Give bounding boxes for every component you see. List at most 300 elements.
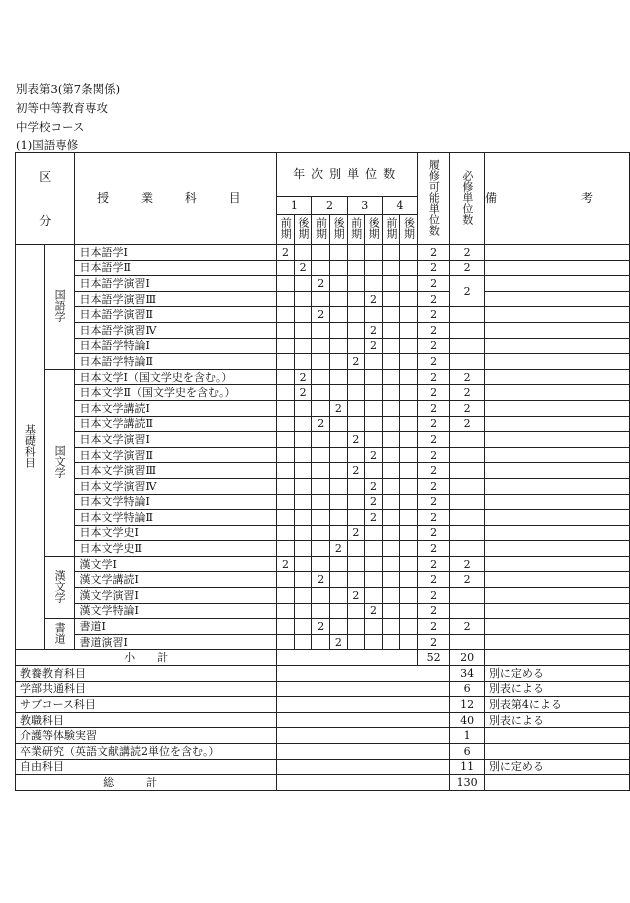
term-credit-cell xyxy=(365,541,383,557)
possible-credits-cell: 2 xyxy=(417,307,449,323)
extra-row-required: 34 xyxy=(450,666,485,682)
term-credit-cell xyxy=(382,478,400,494)
term-credit-cell xyxy=(382,572,400,588)
subject-name: 日本文学演習Ⅰ xyxy=(75,432,277,448)
term-credit-cell xyxy=(365,525,383,541)
term-credit-cell xyxy=(382,634,400,650)
required-credits-cell: 2 xyxy=(450,556,485,572)
header-required-credits: 必修単位数 xyxy=(450,153,485,245)
required-credits-cell xyxy=(450,588,485,604)
term-credit-cell xyxy=(382,416,400,432)
term-credit-cell: 2 xyxy=(365,291,383,307)
term-credit-cell xyxy=(347,276,365,292)
subject-name: 日本語学Ⅰ xyxy=(75,245,277,261)
header-year-2: 2 xyxy=(312,197,347,215)
term-credit-cell xyxy=(382,556,400,572)
term-credit-cell xyxy=(277,276,295,292)
term-credit-cell xyxy=(312,385,330,401)
term-credit-cell: 2 xyxy=(277,556,295,572)
table-row xyxy=(16,416,630,432)
remarks-cell xyxy=(484,634,629,650)
term-credit-cell xyxy=(330,260,348,276)
extra-row-blank xyxy=(277,712,450,728)
term-credit-cell xyxy=(400,416,418,432)
term-credit-cell xyxy=(330,588,348,604)
term-credit-cell: 2 xyxy=(294,385,312,401)
term-credit-cell xyxy=(365,463,383,479)
term-credit-cell xyxy=(312,245,330,261)
possible-credits-cell: 2 xyxy=(417,494,449,510)
required-credits-cell: 2 xyxy=(450,416,485,432)
term-credit-cell xyxy=(330,322,348,338)
term-credit-cell xyxy=(365,385,383,401)
term-credit-cell: 2 xyxy=(330,634,348,650)
term-credit-cell xyxy=(312,525,330,541)
term-credit-cell xyxy=(365,260,383,276)
subject-name: 日本語学特論Ⅱ xyxy=(75,354,277,370)
term-credit-cell xyxy=(347,307,365,323)
table-row xyxy=(16,634,630,650)
header-subject: 授 業 科 目 xyxy=(75,153,277,245)
doc-heading-major: (1)国語専修 xyxy=(16,138,79,152)
remarks-cell xyxy=(484,556,629,572)
term-credit-cell xyxy=(330,291,348,307)
term-credit-cell xyxy=(277,634,295,650)
term-credit-cell xyxy=(400,245,418,261)
extra-row-name: 卒業研究（英語文献講読2単位を含む。） xyxy=(16,744,277,760)
remarks-cell xyxy=(484,525,629,541)
extra-row-blank xyxy=(277,728,450,744)
doc-heading-appendix: 別表第3(第7条関係) xyxy=(16,82,121,96)
term-credit-cell xyxy=(382,463,400,479)
term-credit-cell xyxy=(330,478,348,494)
possible-credits-cell: 2 xyxy=(417,525,449,541)
term-credit-cell: 2 xyxy=(277,245,295,261)
term-credit-cell xyxy=(400,541,418,557)
required-credits-cell xyxy=(450,525,485,541)
required-credits-cell: 2 xyxy=(450,369,485,385)
term-credit-cell xyxy=(277,572,295,588)
possible-credits-cell: 2 xyxy=(417,478,449,494)
term-credit-cell xyxy=(277,307,295,323)
term-credit-cell: 2 xyxy=(330,541,348,557)
header-term: 後期 xyxy=(294,215,312,245)
table-row xyxy=(16,494,630,510)
term-credit-cell: 2 xyxy=(294,369,312,385)
term-credit-cell xyxy=(347,245,365,261)
term-credit-cell xyxy=(382,291,400,307)
term-credit-cell: 2 xyxy=(347,354,365,370)
term-credit-cell xyxy=(312,400,330,416)
possible-credits-cell: 2 xyxy=(417,276,449,292)
term-credit-cell xyxy=(277,369,295,385)
term-credit-cell xyxy=(277,400,295,416)
term-credit-cell xyxy=(294,400,312,416)
group-label: 書道 xyxy=(44,619,75,650)
subject-name: 日本語学演習Ⅰ xyxy=(75,276,277,292)
possible-credits-cell: 2 xyxy=(417,510,449,526)
extra-row-remark xyxy=(484,744,629,760)
term-credit-cell xyxy=(330,245,348,261)
required-credits-cell xyxy=(450,322,485,338)
subject-name: 日本文学特論Ⅰ xyxy=(75,494,277,510)
term-credit-cell xyxy=(347,478,365,494)
term-credit-cell xyxy=(400,400,418,416)
term-credit-cell xyxy=(400,260,418,276)
header-year-credits: 年次別単位数 xyxy=(277,153,418,197)
extra-row-remark: 別表第4による xyxy=(484,697,629,713)
possible-credits-cell: 2 xyxy=(417,572,449,588)
possible-credits-cell: 2 xyxy=(417,354,449,370)
possible-credits-cell: 2 xyxy=(417,634,449,650)
header-year-1: 1 xyxy=(277,197,312,215)
remarks-cell xyxy=(484,463,629,479)
term-credit-cell xyxy=(400,276,418,292)
term-credit-cell xyxy=(277,603,295,619)
term-credit-cell xyxy=(277,478,295,494)
term-credit-cell xyxy=(400,432,418,448)
required-credits-cell xyxy=(450,338,485,354)
term-credit-cell: 2 xyxy=(347,525,365,541)
term-credit-cell xyxy=(277,432,295,448)
subtotal-possible: 52 xyxy=(417,650,449,666)
term-credit-cell xyxy=(365,245,383,261)
term-credit-cell xyxy=(382,354,400,370)
term-credit-cell xyxy=(277,322,295,338)
term-credit-cell xyxy=(365,307,383,323)
extra-row-remark: 別表による xyxy=(484,712,629,728)
total-label: 総計 xyxy=(16,775,277,791)
term-credit-cell xyxy=(382,400,400,416)
term-credit-cell xyxy=(294,322,312,338)
header-year-4: 4 xyxy=(382,197,417,215)
required-credits-cell xyxy=(450,478,485,494)
possible-credits-cell: 2 xyxy=(417,447,449,463)
table-row xyxy=(16,541,630,557)
term-credit-cell xyxy=(294,556,312,572)
term-credit-cell xyxy=(365,400,383,416)
remarks-cell xyxy=(484,588,629,604)
total-remarks xyxy=(484,775,629,791)
doc-heading-course: 中学校コース xyxy=(16,120,85,134)
term-credit-cell xyxy=(330,510,348,526)
possible-credits-cell: 2 xyxy=(417,603,449,619)
possible-credits-cell: 2 xyxy=(417,416,449,432)
table-row xyxy=(16,354,630,370)
required-credits-cell xyxy=(450,307,485,323)
term-credit-cell xyxy=(347,541,365,557)
term-credit-cell xyxy=(347,322,365,338)
required-credits-cell: 2 xyxy=(450,400,485,416)
remarks-cell xyxy=(484,307,629,323)
possible-credits-cell: 2 xyxy=(417,291,449,307)
term-credit-cell xyxy=(277,260,295,276)
term-credit-cell: 2 xyxy=(312,276,330,292)
required-credits-cell xyxy=(450,354,485,370)
term-credit-cell xyxy=(312,603,330,619)
possible-credits-cell: 2 xyxy=(417,245,449,261)
term-credit-cell xyxy=(277,494,295,510)
category-kiso: 基礎科目 xyxy=(16,245,45,650)
remarks-cell xyxy=(484,572,629,588)
header-remarks: 備 考 xyxy=(484,153,629,245)
term-credit-cell xyxy=(312,478,330,494)
term-credit-cell xyxy=(294,463,312,479)
required-credits-cell: 2 xyxy=(450,276,485,307)
possible-credits-cell: 2 xyxy=(417,385,449,401)
required-credits-cell: 2 xyxy=(450,619,485,635)
remarks-cell xyxy=(484,541,629,557)
term-credit-cell xyxy=(312,541,330,557)
required-credits-cell xyxy=(450,494,485,510)
term-credit-cell: 2 xyxy=(365,322,383,338)
term-credit-cell xyxy=(277,588,295,604)
remarks-cell xyxy=(484,354,629,370)
table-row xyxy=(16,369,630,385)
term-credit-cell xyxy=(400,291,418,307)
term-credit-cell xyxy=(400,369,418,385)
term-credit-cell xyxy=(277,385,295,401)
header-term: 前期 xyxy=(277,215,295,245)
term-credit-cell xyxy=(312,338,330,354)
term-credit-cell xyxy=(365,634,383,650)
required-credits-cell xyxy=(450,603,485,619)
term-credit-cell xyxy=(294,447,312,463)
table-row xyxy=(16,603,630,619)
term-credit-cell xyxy=(400,478,418,494)
header-term: 前期 xyxy=(347,215,365,245)
term-credit-cell xyxy=(365,556,383,572)
term-credit-cell xyxy=(312,291,330,307)
term-credit-cell xyxy=(347,572,365,588)
term-credit-cell xyxy=(347,416,365,432)
term-credit-cell xyxy=(400,307,418,323)
term-credit-cell xyxy=(382,245,400,261)
subject-name: 日本文学Ⅱ（国文学史を含む。） xyxy=(75,385,277,401)
table-row xyxy=(16,432,630,448)
subject-name: 日本文学特論Ⅱ xyxy=(75,510,277,526)
term-credit-cell xyxy=(294,276,312,292)
term-credit-cell xyxy=(330,338,348,354)
table-row xyxy=(16,245,630,261)
extra-row-name: 介護等体験実習 xyxy=(16,728,277,744)
term-credit-cell xyxy=(330,525,348,541)
term-credit-cell xyxy=(347,619,365,635)
table-row xyxy=(16,291,630,307)
remarks-cell xyxy=(484,322,629,338)
subject-name: 日本語学演習Ⅳ xyxy=(75,322,277,338)
possible-credits-cell: 2 xyxy=(417,338,449,354)
extra-row xyxy=(16,666,630,682)
possible-credits-cell: 2 xyxy=(417,541,449,557)
term-credit-cell xyxy=(347,510,365,526)
term-credit-cell xyxy=(347,447,365,463)
term-credit-cell xyxy=(347,369,365,385)
term-credit-cell xyxy=(382,369,400,385)
term-credit-cell xyxy=(400,572,418,588)
term-credit-cell xyxy=(312,510,330,526)
term-credit-cell xyxy=(294,338,312,354)
table-row xyxy=(16,447,630,463)
term-credit-cell xyxy=(365,369,383,385)
extra-row-name: 教職科目 xyxy=(16,712,277,728)
subtotal-blank xyxy=(277,650,418,666)
required-credits-cell xyxy=(450,432,485,448)
subject-name: 漢文学演習Ⅰ xyxy=(75,588,277,604)
subject-name: 日本文学講読Ⅱ xyxy=(75,416,277,432)
subject-name: 日本文学Ⅰ（国文学史を含む。） xyxy=(75,369,277,385)
term-credit-cell xyxy=(330,603,348,619)
term-credit-cell xyxy=(330,432,348,448)
table-row xyxy=(16,588,630,604)
required-credits-cell xyxy=(450,447,485,463)
table-row xyxy=(16,307,630,323)
term-credit-cell xyxy=(382,619,400,635)
remarks-cell xyxy=(484,416,629,432)
term-credit-cell xyxy=(312,634,330,650)
extra-row xyxy=(16,681,630,697)
term-credit-cell xyxy=(312,463,330,479)
table-row xyxy=(16,463,630,479)
term-credit-cell xyxy=(277,525,295,541)
possible-credits-cell: 2 xyxy=(417,400,449,416)
term-credit-cell xyxy=(400,494,418,510)
extra-row-name: サブコース科目 xyxy=(16,697,277,713)
header-credits-possible: 履修可能単位数 xyxy=(417,153,449,245)
term-credit-cell: 2 xyxy=(347,588,365,604)
term-credit-cell xyxy=(330,307,348,323)
term-credit-cell xyxy=(312,494,330,510)
term-credit-cell xyxy=(312,432,330,448)
term-credit-cell xyxy=(330,369,348,385)
subtotal-remarks xyxy=(484,650,629,666)
extra-row-name: 学部共通科目 xyxy=(16,681,277,697)
possible-credits-cell: 2 xyxy=(417,619,449,635)
curriculum-table xyxy=(15,152,630,791)
header-term: 前期 xyxy=(312,215,330,245)
table-row xyxy=(16,260,630,276)
term-credit-cell xyxy=(382,603,400,619)
term-credit-cell: 2 xyxy=(365,603,383,619)
term-credit-cell xyxy=(330,572,348,588)
term-credit-cell xyxy=(382,541,400,557)
extra-row-name: 自由科目 xyxy=(16,759,277,775)
term-credit-cell xyxy=(365,432,383,448)
term-credit-cell: 2 xyxy=(347,463,365,479)
subtotal-row xyxy=(16,650,630,666)
group-label: 漢文学 xyxy=(44,556,75,618)
total-row xyxy=(16,775,630,791)
required-credits-cell: 2 xyxy=(450,260,485,276)
term-credit-cell xyxy=(294,619,312,635)
total-required: 130 xyxy=(450,775,485,791)
term-credit-cell xyxy=(365,416,383,432)
remarks-cell xyxy=(484,447,629,463)
remarks-cell xyxy=(484,510,629,526)
term-credit-cell xyxy=(347,634,365,650)
table-row xyxy=(16,400,630,416)
table-row xyxy=(16,556,630,572)
term-credit-cell xyxy=(294,588,312,604)
term-credit-cell: 2 xyxy=(330,400,348,416)
extra-row-blank xyxy=(277,666,450,682)
term-credit-cell xyxy=(382,447,400,463)
table-row xyxy=(16,619,630,635)
term-credit-cell xyxy=(400,634,418,650)
possible-credits-cell: 2 xyxy=(417,463,449,479)
term-credit-cell xyxy=(330,276,348,292)
term-credit-cell: 2 xyxy=(312,619,330,635)
term-credit-cell xyxy=(382,588,400,604)
term-credit-cell: 2 xyxy=(294,260,312,276)
term-credit-cell xyxy=(365,354,383,370)
term-credit-cell xyxy=(382,307,400,323)
subject-name: 日本語学特論Ⅰ xyxy=(75,338,277,354)
table-row xyxy=(16,510,630,526)
remarks-cell xyxy=(484,276,629,292)
term-credit-cell xyxy=(400,619,418,635)
term-credit-cell xyxy=(294,634,312,650)
term-credit-cell xyxy=(330,385,348,401)
extra-row xyxy=(16,712,630,728)
subject-name: 日本文学史Ⅱ xyxy=(75,541,277,557)
table-row xyxy=(16,338,630,354)
term-credit-cell xyxy=(365,588,383,604)
table-row xyxy=(16,322,630,338)
term-credit-cell xyxy=(347,338,365,354)
term-credit-cell xyxy=(400,588,418,604)
subject-name: 日本語学演習Ⅲ xyxy=(75,291,277,307)
term-credit-cell xyxy=(294,291,312,307)
term-credit-cell xyxy=(347,400,365,416)
remarks-cell xyxy=(484,603,629,619)
header-term: 後期 xyxy=(330,215,348,245)
term-credit-cell xyxy=(294,245,312,261)
extra-row-required: 6 xyxy=(450,681,485,697)
possible-credits-cell: 2 xyxy=(417,556,449,572)
subject-name: 日本文学演習Ⅱ xyxy=(75,447,277,463)
term-credit-cell xyxy=(382,322,400,338)
term-credit-cell: 2 xyxy=(365,494,383,510)
header-kubun: 区 分 xyxy=(16,153,75,245)
subject-name: 漢文学講読Ⅰ xyxy=(75,572,277,588)
remarks-cell xyxy=(484,260,629,276)
possible-credits-cell: 2 xyxy=(417,369,449,385)
required-credits-cell xyxy=(450,541,485,557)
term-credit-cell xyxy=(312,588,330,604)
extra-row-required: 40 xyxy=(450,712,485,728)
remarks-cell xyxy=(484,338,629,354)
term-credit-cell xyxy=(277,416,295,432)
extra-row-blank xyxy=(277,681,450,697)
table-row xyxy=(16,276,630,292)
extra-row-required: 12 xyxy=(450,697,485,713)
remarks-cell xyxy=(484,245,629,261)
subject-name: 書道演習Ⅰ xyxy=(75,634,277,650)
remarks-cell xyxy=(484,494,629,510)
term-credit-cell xyxy=(294,510,312,526)
term-credit-cell xyxy=(330,354,348,370)
extra-row-remark: 別に定める xyxy=(484,759,629,775)
term-credit-cell: 2 xyxy=(365,478,383,494)
term-credit-cell xyxy=(365,276,383,292)
term-credit-cell xyxy=(400,385,418,401)
subject-name: 日本語学Ⅱ xyxy=(75,260,277,276)
subject-name: 漢文学特論Ⅰ xyxy=(75,603,277,619)
term-credit-cell xyxy=(277,291,295,307)
term-credit-cell xyxy=(330,619,348,635)
extra-row xyxy=(16,744,630,760)
